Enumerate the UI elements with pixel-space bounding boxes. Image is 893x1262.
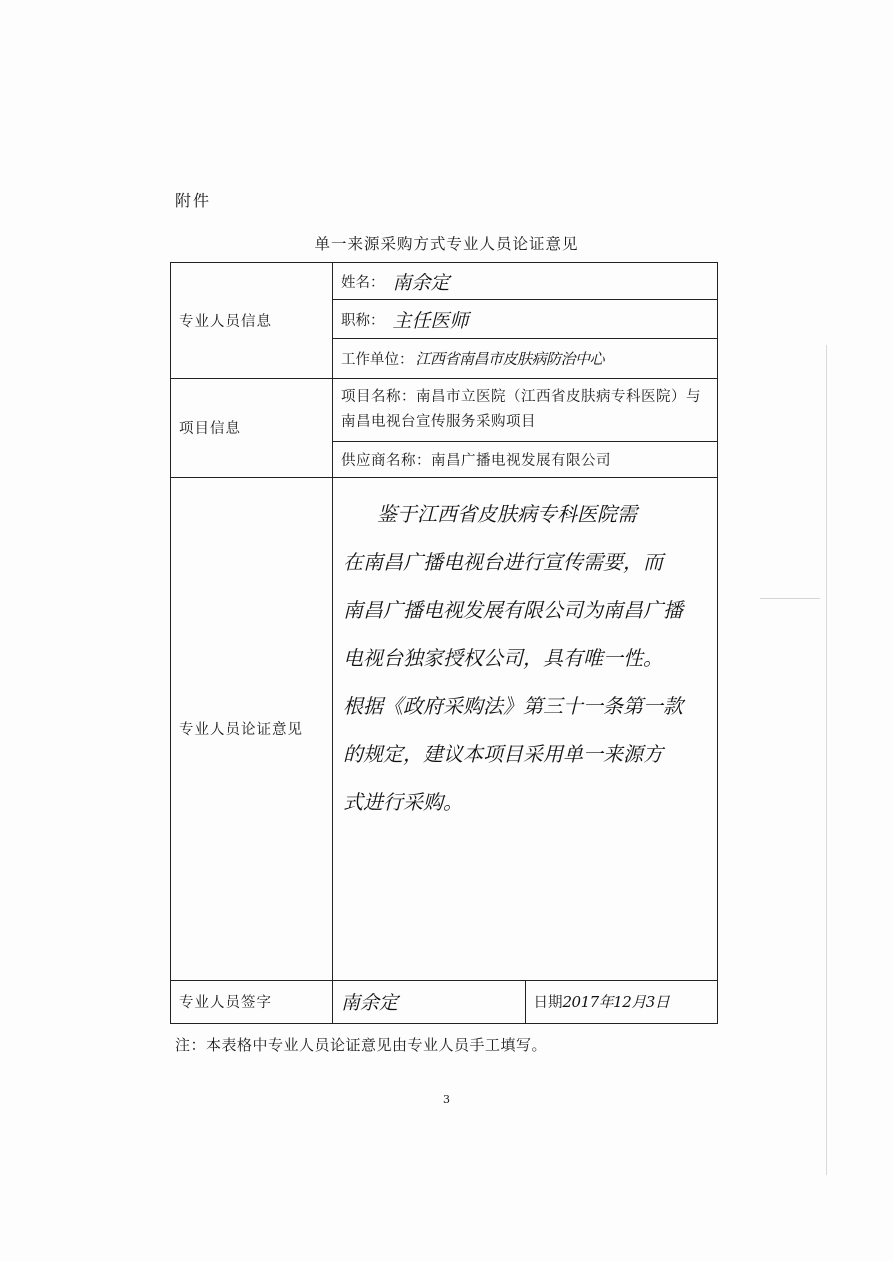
supplier-key: 供应商名称： bbox=[341, 452, 431, 469]
opinion-line: 鉴于江西省皮肤病专科医院需 bbox=[377, 501, 637, 526]
opinion-handwritten-text bbox=[333, 478, 717, 826]
date-handwritten: 2017年12月3日 bbox=[562, 993, 670, 1012]
work-unit-key: 工作单位： bbox=[341, 351, 414, 368]
project-name-key: 项目名称： bbox=[341, 388, 416, 405]
work-unit-field bbox=[333, 338, 718, 378]
date-field bbox=[525, 980, 718, 1023]
professional-title-handwritten: 主任医师 bbox=[392, 309, 469, 332]
page-number: 3 bbox=[443, 1093, 450, 1106]
opinion-line: 的规定，建议本项目采用单一来源方 bbox=[343, 741, 663, 766]
name-field bbox=[333, 263, 718, 300]
opinion-label: 专业人员论证意见 bbox=[171, 477, 333, 980]
scan-artifact-line bbox=[760, 598, 820, 599]
opinion-field bbox=[333, 477, 718, 980]
scan-artifact-line bbox=[826, 345, 827, 1175]
project-name-value: 南昌市立医院（江西省皮肤病专科医院）与南昌电视台宣传服务采购项目 bbox=[341, 388, 701, 430]
date-key: 日期 bbox=[533, 995, 563, 1012]
supplier-value: 南昌广播电视发展有限公司 bbox=[431, 452, 611, 469]
expert-info-label: 专业人员信息 bbox=[171, 263, 333, 379]
form-title: 单一来源采购方式专业人员论证意见 bbox=[314, 235, 579, 253]
opinion-line: 根据《政府采购法》第三十一条第一款 bbox=[343, 693, 683, 718]
opinion-line: 在南昌广播电视台进行宣传需要，而 bbox=[343, 549, 663, 574]
opinion-line: 电视台独家授权公司，具有唯一性。 bbox=[343, 645, 663, 670]
name-handwritten: 南余定 bbox=[392, 271, 450, 294]
opinion-form-table bbox=[170, 262, 718, 1024]
opinion-line: 式进行采购。 bbox=[343, 789, 463, 814]
opinion-line: 南昌广播电视发展有限公司为南昌广播 bbox=[343, 597, 683, 622]
project-info-label: 项目信息 bbox=[171, 379, 333, 478]
footnote: 注：本表格中专业人员论证意见由专业人员手工填写。 bbox=[175, 1036, 548, 1054]
project-name-field bbox=[333, 379, 718, 442]
supplier-field bbox=[333, 441, 718, 477]
attachment-label: 附件 bbox=[175, 191, 212, 210]
signature-field bbox=[333, 980, 526, 1023]
name-key: 姓名： bbox=[341, 274, 385, 291]
professional-title-field bbox=[333, 300, 718, 338]
signature-handwritten: 南余定 bbox=[341, 992, 399, 1015]
work-unit-handwritten: 江西省南昌市皮肤病防治中心 bbox=[415, 349, 605, 368]
professional-title-key: 职称： bbox=[341, 312, 385, 329]
signature-label: 专业人员签字 bbox=[171, 980, 333, 1023]
